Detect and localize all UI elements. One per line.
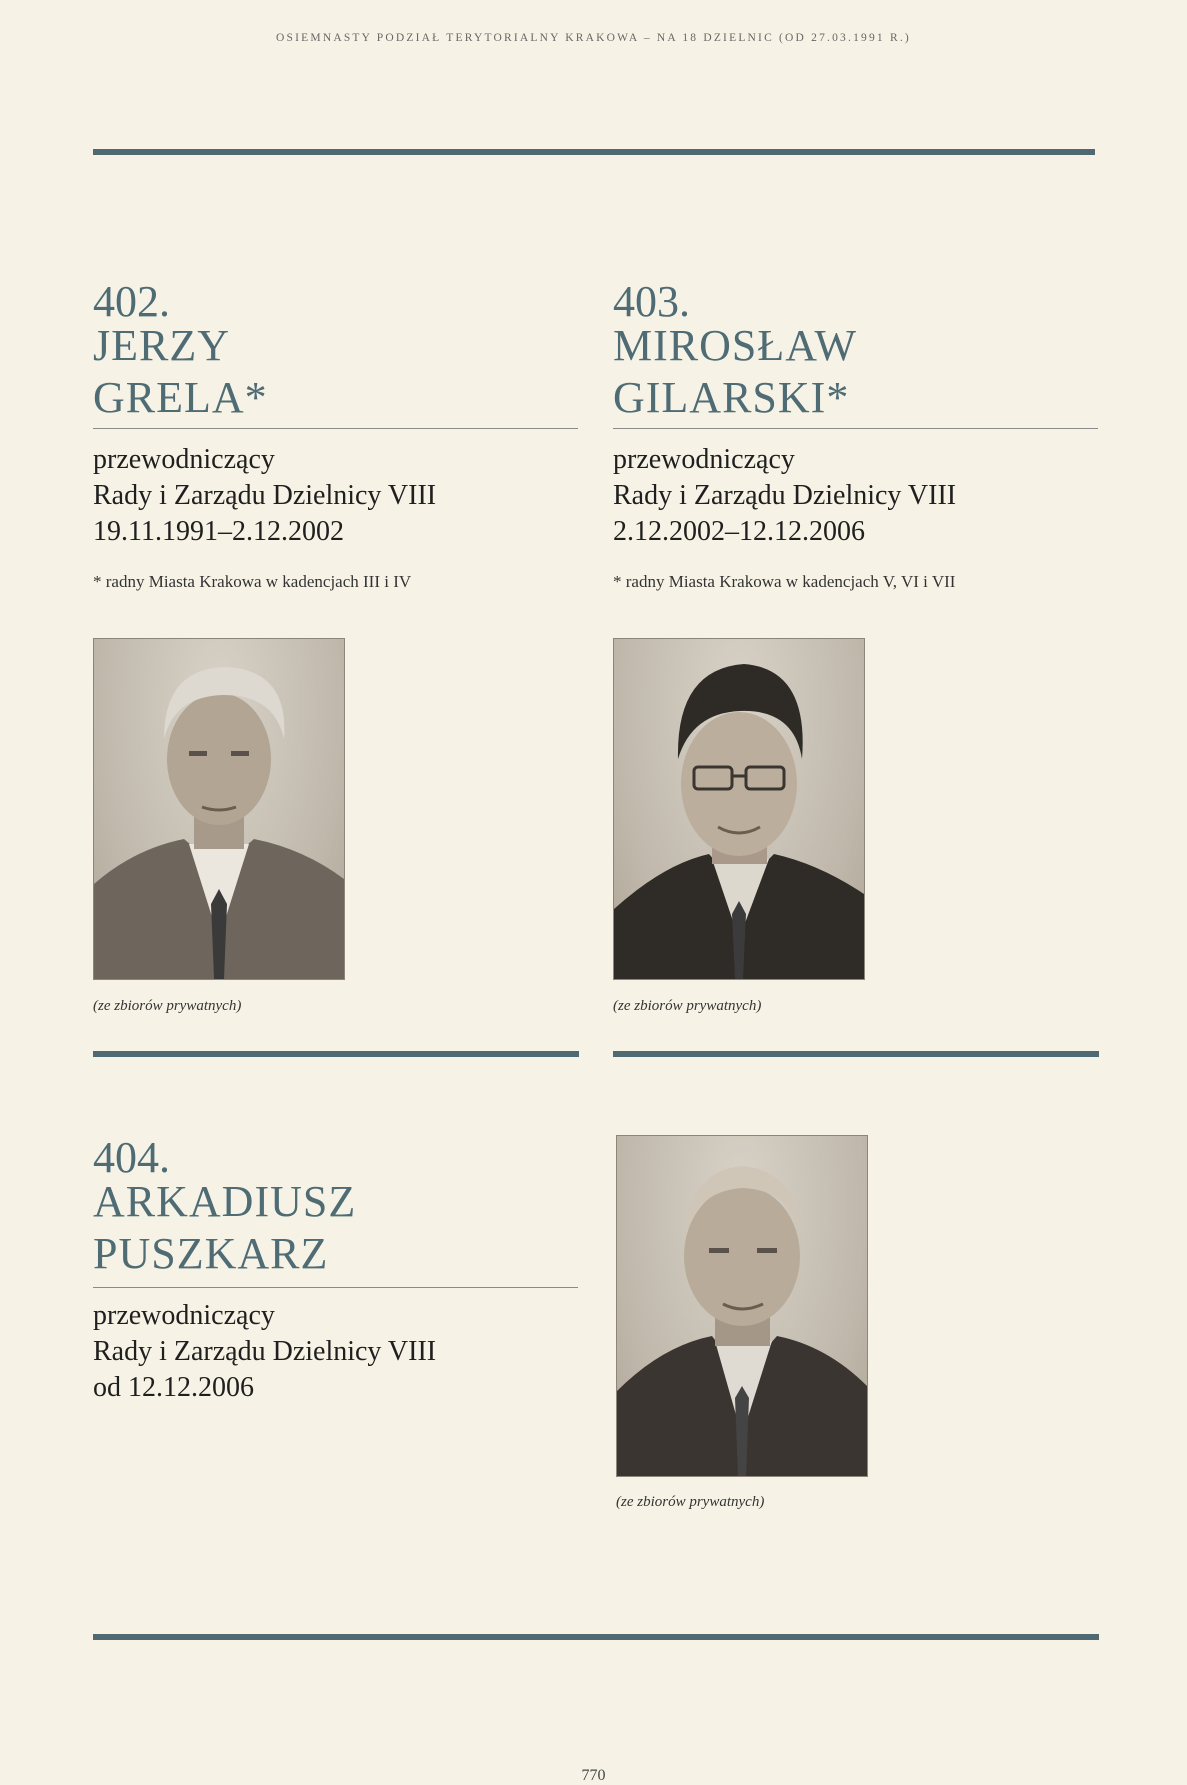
name-divider bbox=[93, 428, 578, 429]
role-dates: 2.12.2002–12.12.2006 bbox=[613, 516, 865, 547]
council-note: * radny Miasta Krakowa w kadencjach III i IV bbox=[93, 572, 412, 591]
entry-first-name: JERZY bbox=[93, 321, 230, 370]
name-divider bbox=[613, 428, 1098, 429]
entry-number: 403. bbox=[613, 277, 690, 326]
role-title: przewodniczący bbox=[613, 444, 795, 475]
role-body: Rady i Zarządu Dzielnicy VIII bbox=[93, 1336, 437, 1367]
page-number: 770 bbox=[581, 1767, 606, 1784]
role-title: przewodniczący bbox=[93, 1300, 275, 1331]
council-note: * radny Miasta Krakowa w kadencjach V, VI i VII bbox=[613, 572, 956, 591]
section-rule-right bbox=[613, 1051, 1099, 1057]
photo-caption: (ze zbiorów prywatnych) bbox=[616, 1494, 765, 1510]
role-title: przewodniczący bbox=[93, 444, 275, 475]
role-body: Rady i Zarządu Dzielnicy VIII bbox=[613, 480, 957, 511]
entry-last-name: GILARSKI* bbox=[613, 373, 850, 422]
entry-number: 402. bbox=[93, 277, 170, 326]
entry-last-name: PUSZKARZ bbox=[93, 1229, 329, 1278]
photo-caption: (ze zbiorów prywatnych) bbox=[613, 998, 762, 1014]
name-divider bbox=[93, 1287, 578, 1288]
role-dates: 19.11.1991–2.12.2002 bbox=[93, 516, 344, 547]
role-dates: od 12.12.2006 bbox=[93, 1372, 254, 1403]
running-header: OSIEMNASTY PODZIAŁ TERYTORIALNY KRAKOWA – NA 18 DZIELNIC (OD 27.03.1991 R.) bbox=[276, 32, 911, 44]
entry-first-name: ARKADIUSZ bbox=[93, 1177, 357, 1226]
bottom-rule bbox=[93, 1634, 1099, 1640]
entry-first-name: MIROSŁAW bbox=[613, 321, 858, 370]
portrait-photo bbox=[93, 638, 345, 980]
photo-caption: (ze zbiorów prywatnych) bbox=[93, 998, 242, 1014]
entry-last-name: GRELA* bbox=[93, 373, 268, 422]
section-rule-left bbox=[93, 1051, 579, 1057]
top-rule bbox=[93, 149, 1095, 155]
entry-number: 404. bbox=[93, 1133, 170, 1182]
role-body: Rady i Zarządu Dzielnicy VIII bbox=[93, 480, 437, 511]
portrait-photo bbox=[613, 638, 865, 980]
portrait-photo bbox=[616, 1135, 868, 1477]
